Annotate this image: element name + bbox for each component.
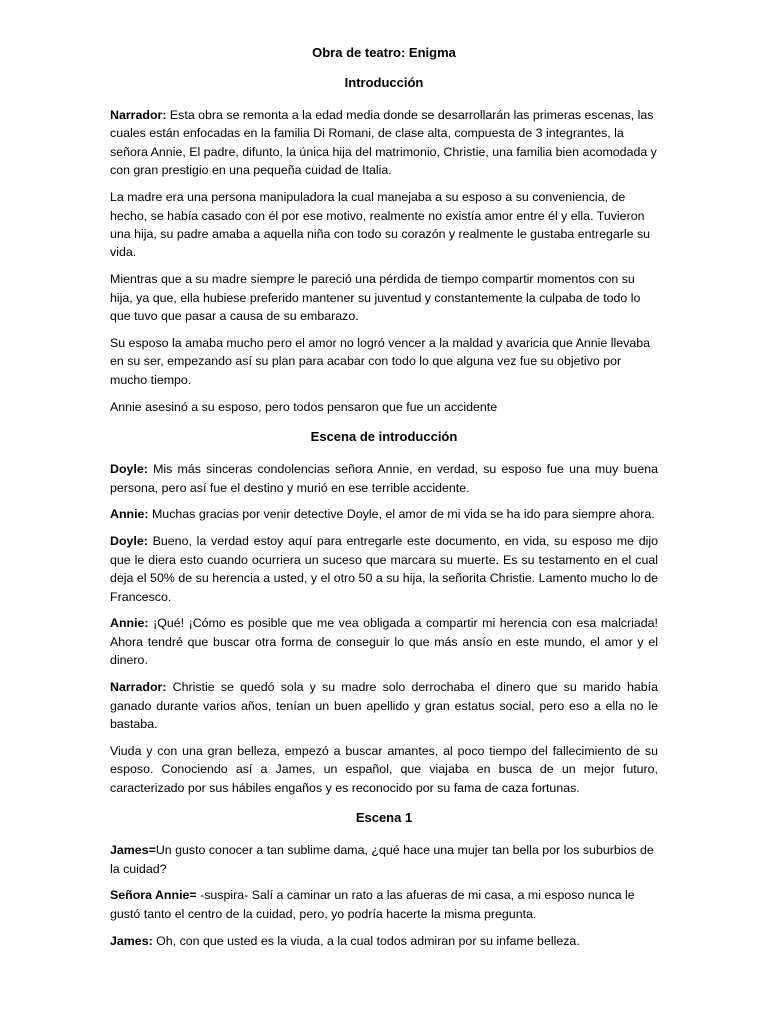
dialogue-text: Un gusto conocer a tan sublime dama, ¿qué hace una mujer tan bella por los suburbios de la cuidad? (110, 843, 654, 876)
scene1-heading: Escena 1 (355, 810, 413, 826)
dialogue-paragraph (110, 932, 658, 950)
dialogue-paragraph (110, 460, 658, 497)
dialogue-paragraph (110, 678, 658, 733)
dialogue-paragraph (110, 614, 658, 669)
document-title: Obra de teatro: Enigma (312, 45, 456, 60)
dialogue-text: ¡Qué! ¡Cómo es posible que me vea obligada a compartir mi herencia con esa malcriada! Ahora tendré que buscar otra forma de conseguir lo que más ansío en este mundo, el amor y el dinero. (110, 616, 658, 668)
dialogue-text: Mis más sinceras condolencias señora Annie, en verdad, su esposo fue una muy buena persona, pero así fue el destino y murió en ese terrible accidente. (110, 462, 658, 495)
paragraph-text: Esta obra se remonta a la edad media donde se desarrollarán las primeras escenas, las cuales están enfocadas en la familia Di Romani, de clase alta, compuesta de 3 integrantes, la señora Annie, El padre, difunto, la única hija del matrimonio, Christie, una familia bien acomodada y con gran prestigio en una pequeña cuidad de Italia. (110, 108, 657, 178)
speaker-label: Annie: (110, 507, 149, 522)
paragraph (110, 188, 658, 262)
dialogue-text: Muchas gracias por venir detective Doyle, el amor de mi vida se ha ido para siempre ahora. (148, 507, 655, 522)
dialogue-text: -suspira- Salí a caminar un rato a las afueras de mi casa, a mi esposo nunca le gustó tanto el centro de la cuidad, pero, yo podría hacerte la misma pregunta. (110, 888, 635, 921)
dialogue-paragraph (110, 532, 658, 606)
dialogue-text: Bueno, la verdad estoy aquí para entregarle este documento, en vida, su esposo me dijo que le diera esto cuando ocurriera un suceso que marcara su muerte. Es su testamento en el cual deja el 50% de su herencia a usted, y el otro 50 a su hija, la señorita Christie. Lamento mucho lo de Francesco. (110, 534, 658, 604)
paragraph (110, 270, 658, 325)
paragraph-text: La madre era una persona manipuladora la cual manejaba a su esposo a su conveniencia, de hecho, se había casado con él por ese motivo, realmente no existía amor entre él y ella. Tuvieron una hija, su padre amaba a aquella niña con todo su corazón y realmente le gustaba entregarle su vida. (110, 190, 651, 260)
paragraph-text: Annie asesinó a su esposo, pero todos pensaron que fue un accidente (110, 399, 498, 414)
speaker-label: James= (110, 843, 156, 858)
speaker-label: Doyle: (110, 534, 148, 549)
paragraph-text: Su esposo la amaba mucho pero el amor no logró vencer a la maldad y avaricia que Annie llevaba en su ser, empezando así su plan para acabar con todo lo que alguna vez fue su objetivo por mucho tiempo. (110, 335, 651, 387)
paragraph-text: Mientras que a su madre siempre le pareció una pérdida de tiempo compartir momentos con su hija, ya que, ella hubiese preferido mantener su juventud y constantemente la culpaba de todo lo que tuvo que pasar a causa de su embarazo. (110, 272, 641, 324)
paragraph (110, 106, 658, 180)
dialogue-paragraph (110, 505, 658, 523)
speaker-label: Narrador: (110, 680, 167, 695)
speaker-label: James: (110, 933, 153, 948)
paragraph (110, 334, 658, 389)
speaker-label: Señora Annie= (110, 888, 197, 903)
speaker-label: Narrador: (110, 108, 167, 122)
intro-heading: Introducción (344, 75, 424, 90)
dialogue-paragraph (110, 886, 658, 923)
speaker-label: Annie: (110, 616, 149, 631)
dialogue-text: Christie se quedó sola y su madre solo derrochaba el dinero que su marido había ganado durante varios años, tenían un buen apellido y gran estatus social, pero eso a ella no le bastaba. (110, 680, 658, 731)
paragraph-text: Viuda y con una gran belleza, empezó a buscar amantes, al poco tiempo del fallecimiento de su esposo. Conociendo así a James, un español, que viajaba en busca de un mejor futuro, caracterizado por sus hábiles engaños y es reconocido por su fama de caza fortunas. (110, 743, 658, 795)
speaker-label: Doyle: (110, 462, 148, 477)
paragraph (110, 398, 658, 416)
scene-intro-heading: Escena de introducción (310, 429, 458, 445)
dialogue-text: Oh, con que usted es la viuda, a la cual todos admiran por su infame belleza. (152, 933, 580, 948)
dialogue-paragraph (110, 841, 658, 878)
paragraph (110, 742, 658, 797)
